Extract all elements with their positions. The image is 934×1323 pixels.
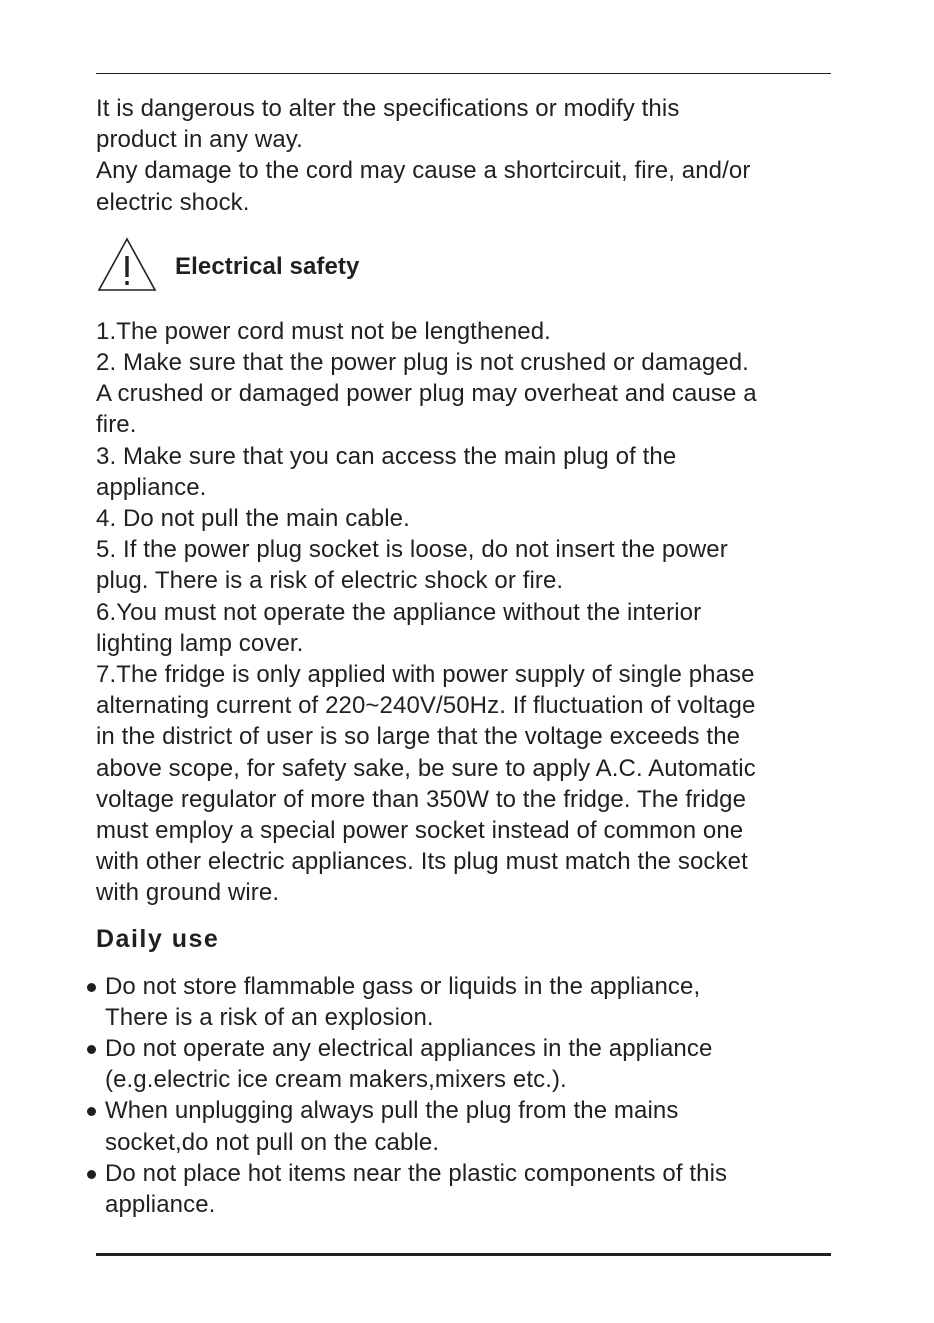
daily-use-list: [86, 971, 836, 1221]
intro-paragraph: [96, 93, 836, 218]
bullet-icon: [86, 1158, 105, 1220]
safety-line: lighting lamp cover.: [96, 629, 304, 657]
electrical-safety-heading: [96, 234, 836, 296]
safety-line: fire.: [96, 411, 137, 439]
safety-line: A crushed or damaged power plug may overheat and cause a: [96, 380, 757, 408]
safety-line: appliance.: [96, 473, 207, 501]
bullet-icon: [86, 1033, 105, 1095]
safety-line: alternating current of 220~240V/50Hz. If fluctuation of voltage: [96, 692, 756, 720]
bullet-icon: [86, 971, 105, 1033]
bullet-icon: [86, 1095, 105, 1157]
bottom-divider: [96, 1253, 831, 1256]
bullet-line: appliance.: [105, 1191, 216, 1219]
safety-line: 2. Make sure that the power plug is not crushed or damaged.: [96, 349, 749, 377]
bullet-line: (e.g.electric ice cream makers,mixers etc.).: [105, 1066, 567, 1094]
safety-line: in the district of user is so large that the voltage exceeds the: [96, 723, 741, 751]
electrical-safety-list: [96, 316, 836, 909]
intro-line: It is dangerous to alter the specifications or modify this: [96, 95, 680, 122]
bullet-line: Do not store flammable gass or liquids in the appliance,: [105, 972, 701, 1000]
safety-line: voltage regulator of more than 350W to the fridge. The fridge: [96, 785, 747, 813]
electrical-safety-title: Electrical safety: [175, 253, 360, 281]
safety-line: must employ a special power socket instead of common one: [96, 817, 744, 845]
safety-line: 6.You must not operate the appliance without the interior: [96, 598, 702, 626]
intro-line: Any damage to the cord may cause a shortcircuit, fire, and/or: [96, 157, 751, 185]
bullet-line: Do not operate any electrical appliances in the appliance: [105, 1035, 713, 1063]
safety-line: plug. There is a risk of electric shock or fire.: [96, 567, 564, 595]
daily-use-item: [86, 971, 836, 1033]
daily-use-heading: Daily use: [96, 924, 220, 953]
bullet-line: Do not place hot items near the plastic components of this: [105, 1159, 728, 1187]
daily-use-item: [86, 1095, 836, 1157]
safety-line: above scope, for safety sake, be sure to apply A.C. Automatic: [96, 754, 756, 782]
safety-line: 3. Make sure that you can access the main plug of the: [96, 442, 677, 470]
top-divider: [96, 73, 831, 74]
safety-line: 7.The fridge is only applied with power supply of single phase: [96, 661, 755, 689]
bullet-line: socket,do not pull on the cable.: [105, 1128, 440, 1156]
bullet-line: When unplugging always pull the plug from the mains: [105, 1097, 679, 1125]
safety-line: 5. If the power plug socket is loose, do not insert the power: [96, 536, 728, 564]
safety-line: with other electric appliances. Its plug must match the socket: [96, 848, 748, 876]
intro-line: product in any way.: [96, 126, 303, 154]
daily-use-item: [86, 1158, 836, 1220]
page-content: [96, 93, 836, 1220]
warning-triangle-icon: [96, 236, 158, 294]
safety-line: 4. Do not pull the main cable.: [96, 505, 410, 533]
safety-line: with ground wire.: [96, 879, 280, 907]
intro-line: electric shock.: [96, 188, 250, 216]
safety-line: 1.The power cord must not be lengthened.: [96, 317, 551, 345]
daily-use-item: [86, 1033, 836, 1095]
bullet-line: There is a risk of an explosion.: [105, 1003, 434, 1031]
